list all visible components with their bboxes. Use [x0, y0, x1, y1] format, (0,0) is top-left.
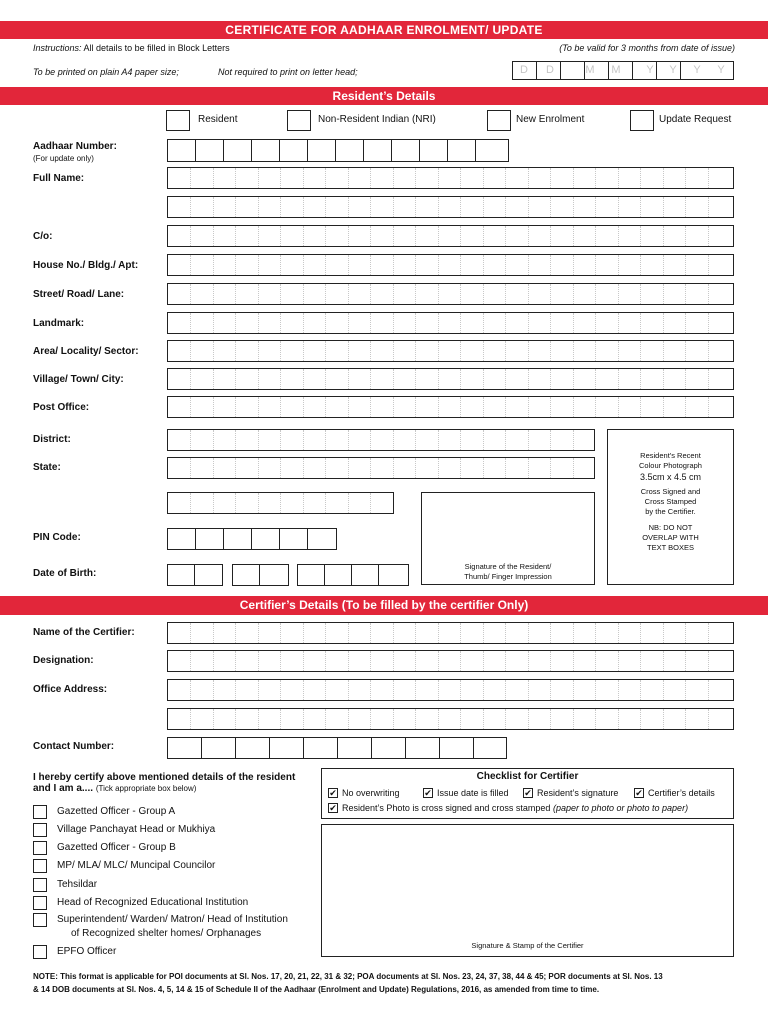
photo-line: OVERLAP WITH	[642, 533, 699, 543]
new-enrolment-checkbox[interactable]	[487, 110, 511, 131]
photo-line: NB: DO NOT	[648, 522, 693, 532]
full-name-label: Full Name:	[33, 173, 85, 184]
stamp-caption: Signature & Stamp of the Certifier	[471, 941, 584, 950]
instructions-text: All details to be filled in Block Letters	[83, 43, 230, 53]
certify-line-1: I hereby certify above mentioned details of the resident	[33, 772, 296, 783]
photo-line: Colour Photograph	[639, 461, 702, 471]
officer-option-label: Village Panchayat Head or Mukhiya	[57, 824, 216, 835]
date-placeholder: Y	[717, 64, 725, 76]
officer-checkbox[interactable]	[33, 859, 47, 873]
full-name-field-1[interactable]	[167, 167, 734, 189]
certifier-stamp-box[interactable]	[321, 824, 734, 957]
office-address-field-1[interactable]	[167, 679, 734, 701]
date-placeholder: Y	[693, 64, 701, 76]
footer-note	[33, 970, 743, 996]
officer-checkbox[interactable]	[33, 878, 47, 892]
pin-label: PIN Code:	[33, 532, 81, 543]
footer-note-line-2: & 14 DOB documents at Sl. Nos. 4, 5, 14 & 15 of Schedule II of the Aadhaar (Enrolment and Update) Regulations, 2016, as amended from time to time.	[33, 985, 600, 994]
photo-line: Cross Signed and	[640, 486, 701, 496]
title-banner	[0, 21, 768, 39]
photo-line: 3.5cm x 4.5 cm	[639, 471, 702, 482]
nri-checkbox[interactable]	[287, 110, 311, 131]
state-extra-field[interactable]	[167, 492, 394, 514]
designation-label: Designation:	[33, 655, 94, 666]
office-address-label: Office Address:	[33, 684, 108, 695]
checkmark-icon[interactable]: ✔	[329, 788, 337, 798]
officer-option-label: Head of Recognized Educational Institution	[57, 897, 249, 908]
checkmark-icon[interactable]: ✔	[524, 788, 532, 798]
resident-section-title: Resident’s Details	[332, 89, 436, 103]
officer-checkbox[interactable]	[33, 805, 47, 819]
contact-number-field[interactable]	[167, 737, 507, 759]
dob-label: Date of Birth:	[33, 568, 97, 579]
aadhaar-number-field[interactable]	[167, 139, 509, 162]
photo-line: Cross Stamped	[644, 497, 697, 507]
checklist-photo-note: (paper to photo or photo to paper)	[552, 803, 689, 813]
print-note: To be printed on plain A4 paper size;	[33, 67, 179, 77]
designation-field[interactable]	[167, 650, 734, 672]
checklist-title: Checklist for Certifier	[476, 771, 579, 782]
checklist-photo-text: Resident’s Photo is cross signed and cross stamped	[342, 803, 551, 813]
checklist-item: Certifier’s details	[648, 788, 715, 798]
date-placeholder: D	[520, 64, 528, 76]
photo-line: by the Certifier.	[645, 507, 696, 517]
street-label: Street/ Road/ Lane:	[33, 289, 125, 300]
area-label: Area/ Locality/ Sector:	[33, 346, 139, 357]
date-placeholder: D	[546, 64, 554, 76]
photo-instructions	[607, 451, 734, 554]
date-placeholder: Y	[669, 64, 677, 76]
area-field[interactable]	[167, 340, 734, 362]
village-field[interactable]	[167, 368, 734, 390]
pin-code-field[interactable]	[167, 528, 337, 550]
signature-caption-line-1: Signature of the Resident/	[464, 562, 552, 571]
officer-checkbox[interactable]	[33, 913, 47, 927]
state-label: State:	[33, 462, 61, 473]
update-request-checkbox[interactable]	[630, 110, 654, 131]
officer-checkbox[interactable]	[33, 945, 47, 959]
certify-statement	[33, 772, 295, 794]
certifier-name-label: Name of the Certifier:	[33, 627, 135, 638]
page-title: CERTIFICATE FOR AADHAAR ENROLMENT/ UPDATE	[225, 23, 543, 37]
checklist-item: No overwriting	[342, 788, 400, 798]
checklist-item: Issue date is filled	[437, 788, 509, 798]
officer-checkbox[interactable]	[33, 841, 47, 855]
landmark-label: Landmark:	[33, 318, 85, 329]
certify-hint: (Tick appropriate box below)	[95, 784, 197, 793]
dob-day-field[interactable]	[167, 564, 223, 586]
state-field[interactable]	[167, 457, 595, 479]
house-field[interactable]	[167, 254, 734, 276]
resident-checkbox[interactable]	[166, 110, 190, 131]
dob-month-field[interactable]	[232, 564, 289, 586]
checklist-photo-item	[342, 803, 688, 813]
date-placeholder: M	[611, 64, 621, 76]
office-address-field-2[interactable]	[167, 708, 734, 730]
date-placeholder: Y	[646, 64, 654, 76]
aadhaar-sublabel: (For update only)	[33, 154, 94, 163]
update-request-label: Update Request	[659, 114, 732, 125]
checkmark-icon[interactable]: ✔	[329, 803, 337, 813]
checkmark-icon[interactable]: ✔	[635, 788, 643, 798]
landmark-field[interactable]	[167, 312, 734, 334]
house-label: House No./ Bldg./ Apt:	[33, 260, 139, 271]
signature-caption-line-2: Thumb/ Finger Impression	[464, 572, 552, 581]
certify-line-2: and I am a....	[33, 783, 94, 794]
officer-option-label-cont: of Recognized shelter homes/ Orphanages	[71, 928, 262, 939]
photo-line: TEXT BOXES	[647, 543, 694, 553]
village-label: Village/ Town/ City:	[33, 374, 124, 385]
certifier-section-header	[0, 596, 768, 615]
instructions-label: Instructions:	[33, 43, 82, 53]
co-label: C/o:	[33, 231, 53, 242]
officer-checkbox[interactable]	[33, 823, 47, 837]
officer-option-label: Gazetted Officer - Group A	[57, 806, 176, 817]
footer-note-line-1: NOTE: This format is applicable for POI documents at Sl. Nos. 17, 20, 21, 22, 31 & 32; POA documents at Sl. Nos. 23, 24, 37, 38, 44 & 45; POR documents at Sl. Nos. 13	[33, 972, 663, 981]
officer-option-label: Superintendent/ Warden/ Matron/ Head of Institution	[57, 914, 288, 925]
full-name-field-2[interactable]	[167, 196, 734, 218]
officer-option-label: MP/ MLA/ MLC/ Muncipal Councilor	[57, 860, 216, 871]
instructions	[33, 43, 230, 53]
district-label: District:	[33, 434, 71, 445]
co-field[interactable]	[167, 225, 734, 247]
nri-option-label: Non-Resident Indian (NRI)	[318, 114, 436, 125]
contact-label: Contact Number:	[33, 741, 115, 752]
date-placeholder: M	[585, 64, 595, 76]
officer-checkbox[interactable]	[33, 896, 47, 910]
dob-year-field[interactable]	[297, 564, 409, 586]
post-office-field[interactable]	[167, 396, 734, 418]
letterhead-note: Not required to print on letter head;	[218, 67, 358, 77]
resident-option-label: Resident	[198, 114, 238, 125]
resident-section-header	[0, 87, 768, 105]
signature-caption	[421, 562, 595, 582]
officer-option-label: Tehsildar	[57, 879, 98, 890]
certifier-name-field[interactable]	[167, 622, 734, 644]
photo-line: Resident's Recent	[640, 451, 701, 460]
post-office-label: Post Office:	[33, 402, 90, 413]
checkmark-icon[interactable]: ✔	[424, 788, 432, 798]
officer-option-label: EPFO Officer	[57, 946, 117, 957]
officer-option-label: Gazetted Officer - Group B	[57, 842, 176, 853]
validity-note: (To be valid for 3 months from date of issue)	[559, 43, 735, 53]
new-enrolment-label: New Enrolment	[516, 114, 585, 125]
street-field[interactable]	[167, 283, 734, 305]
aadhaar-label: Aadhaar Number:	[33, 141, 117, 152]
district-field[interactable]	[167, 429, 595, 451]
certifier-section-title: Certifier’s Details (To be filled by the certifier Only)	[239, 598, 529, 612]
checklist-item: Resident’s signature	[537, 788, 619, 798]
